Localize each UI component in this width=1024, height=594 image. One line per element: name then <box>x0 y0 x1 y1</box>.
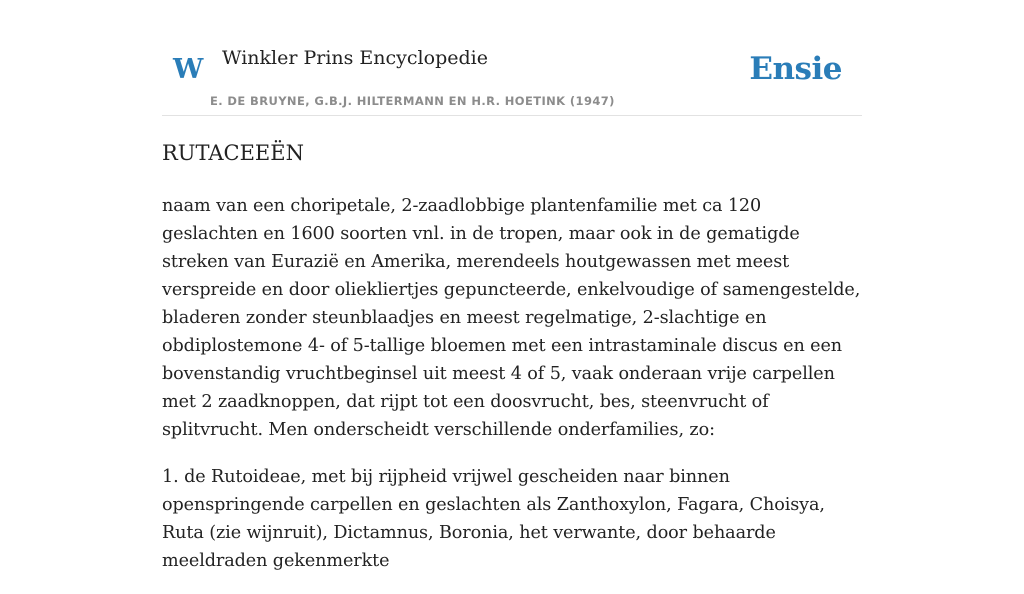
authors-byline: E. DE BRUYNE, G.B.J. HILTERMANN EN H.R. HOETINK (1947) <box>210 94 615 108</box>
site-header <box>162 40 862 116</box>
ensie-brand-link[interactable]: Ensie <box>749 51 842 87</box>
winkler-prins-logo[interactable]: W <box>173 54 204 85</box>
site-title[interactable]: Winkler Prins Encyclopedie <box>222 47 488 69</box>
entry-title: RUTACEEËN <box>162 141 304 165</box>
entry-content <box>162 192 862 594</box>
entry-paragraph: 1. de Rutoideae, met bij rijpheid vrijwel gescheiden naar binnen openspringende carpellen en geslachten als Zanthoxylon, Fagara, Choisya, Ruta (zie wijnruit), Dictamnus, Boronia, het verwante, door behaarde meeldraden gekenmerkte <box>162 467 825 571</box>
entry-paragraph: naam van een choripetale, 2-zaadlobbige plantenfamilie met ca 120 geslachten en 1600 soorten vnl. in de tropen, maar ook in de gematigde streken van Eurazië en Amerika, merendeels houtgewassen met meest verspreide en door oliekliertjes gepuncteerde, enkelvoudige of samengestelde, bladeren zonder steunblaadjes en meest regelmatige, 2-slachtige en obdiplostemone 4- of 5-tallige bloemen met een intrastaminale discus en een bovenstandig vruchtbeginsel uit meest 4 of 5, vaak onderaan vrije carpellen met 2 zaadknoppen, dat rijpt tot een doosvrucht, bes, steenvrucht of splitvrucht. Men onderscheidt verschillende onderfamilies, zo: <box>162 196 861 440</box>
